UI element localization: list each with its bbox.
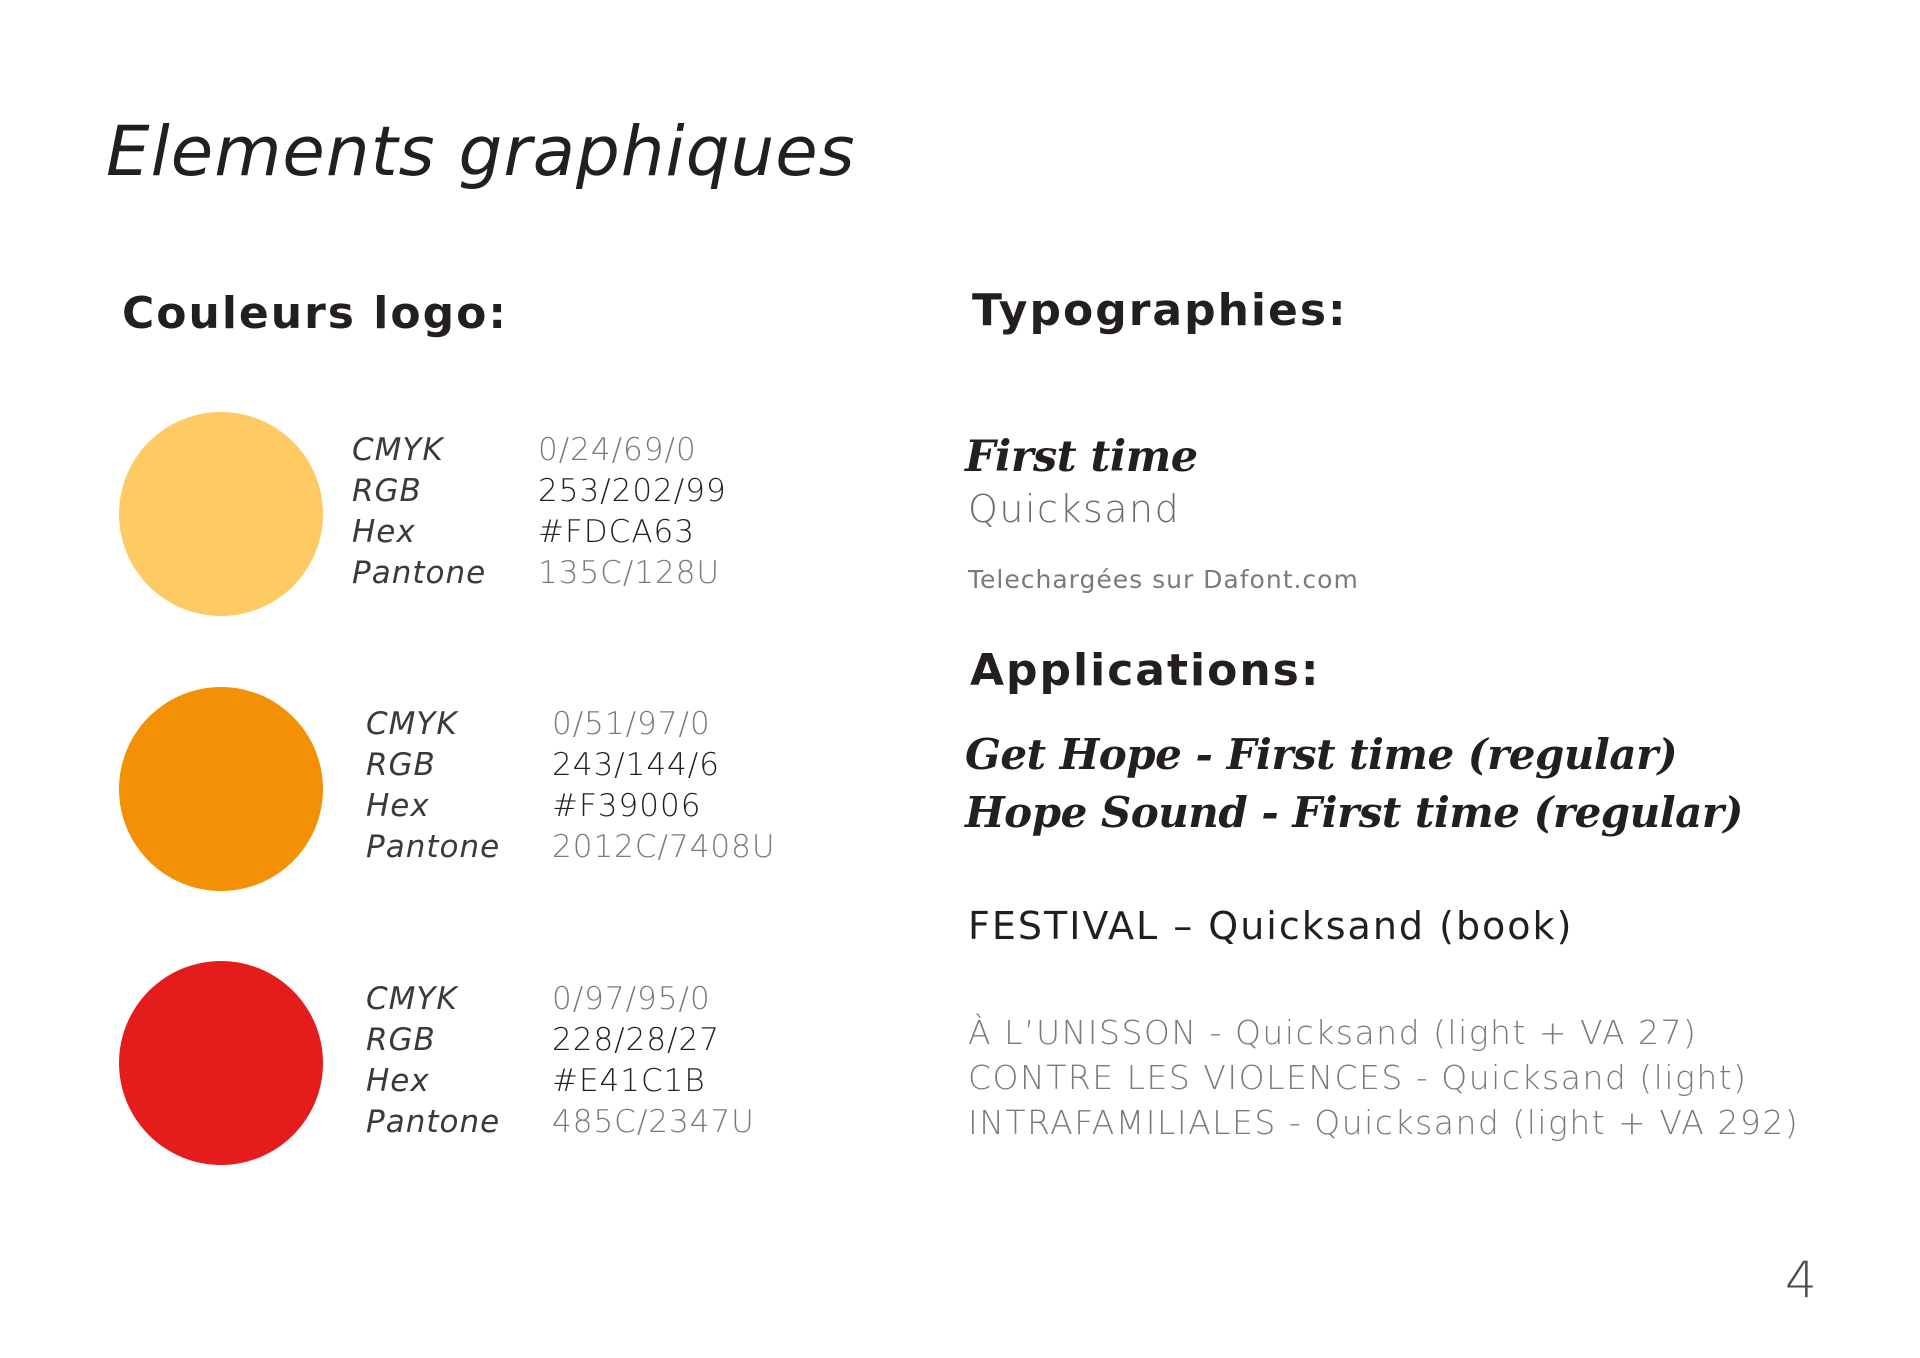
pantone-label: Pantone [352,555,487,591]
cmyk-label: CMYK [366,981,458,1017]
pantone-value: 135C/128U [538,555,721,591]
font-download-note: Telechargées sur Dafont.com [968,565,1359,594]
font-sample-first-time: First time [965,432,1198,482]
font-sample-quicksand: Quicksand [968,487,1181,531]
hex-value: #FDCA63 [538,514,695,550]
pantone-label: Pantone [366,1104,501,1140]
color-spec-orange [366,706,776,866]
cmyk-label: CMYK [366,706,458,742]
color-spec-red [366,981,755,1141]
application-hope-sound: Hope Sound - First time (regular) [965,788,1743,837]
application-festival: FESTIVAL – Quicksand (book) [968,904,1574,948]
pantone-value: 2012C/7408U [552,829,776,865]
hex-value: #E41C1B [552,1063,706,1099]
color-swatch-red [119,961,323,1165]
page-title: Elements graphiques [106,112,856,192]
applications-heading: Applications: [970,645,1321,696]
color-spec-yellow [352,432,727,592]
cmyk-value: 0/51/97/0 [552,706,711,742]
rgb-label: RGB [352,473,422,509]
typography-heading: Typographies: [972,285,1348,336]
colors-heading: Couleurs logo: [122,288,508,339]
cmyk-value: 0/24/69/0 [538,432,697,468]
hex-value: #F39006 [552,788,702,824]
hex-label: Hex [366,788,430,824]
rgb-value: 253/202/99 [538,473,727,509]
color-swatch-yellow [119,412,323,616]
page-number: 4 [1785,1251,1817,1309]
application-intrafamiliales: INTRAFAMILIALES - Quicksand (light + VA 292) [968,1103,1800,1142]
pantone-value: 485C/2347U [552,1104,755,1140]
rgb-label: RGB [366,747,436,783]
hex-label: Hex [352,514,416,550]
cmyk-value: 0/97/95/0 [552,981,711,1017]
color-swatch-orange [119,687,323,891]
hex-label: Hex [366,1063,430,1099]
rgb-label: RGB [366,1022,436,1058]
pantone-label: Pantone [366,829,501,865]
application-unisson: À L’UNISSON - Quicksand (light + VA 27) [968,1013,1698,1052]
rgb-value: 228/28/27 [552,1022,720,1058]
application-contre-les-violences: CONTRE LES VIOLENCES - Quicksand (light) [968,1058,1748,1097]
rgb-value: 243/144/6 [552,747,720,783]
cmyk-label: CMYK [352,432,444,468]
application-get-hope: Get Hope - First time (regular) [965,730,1678,779]
